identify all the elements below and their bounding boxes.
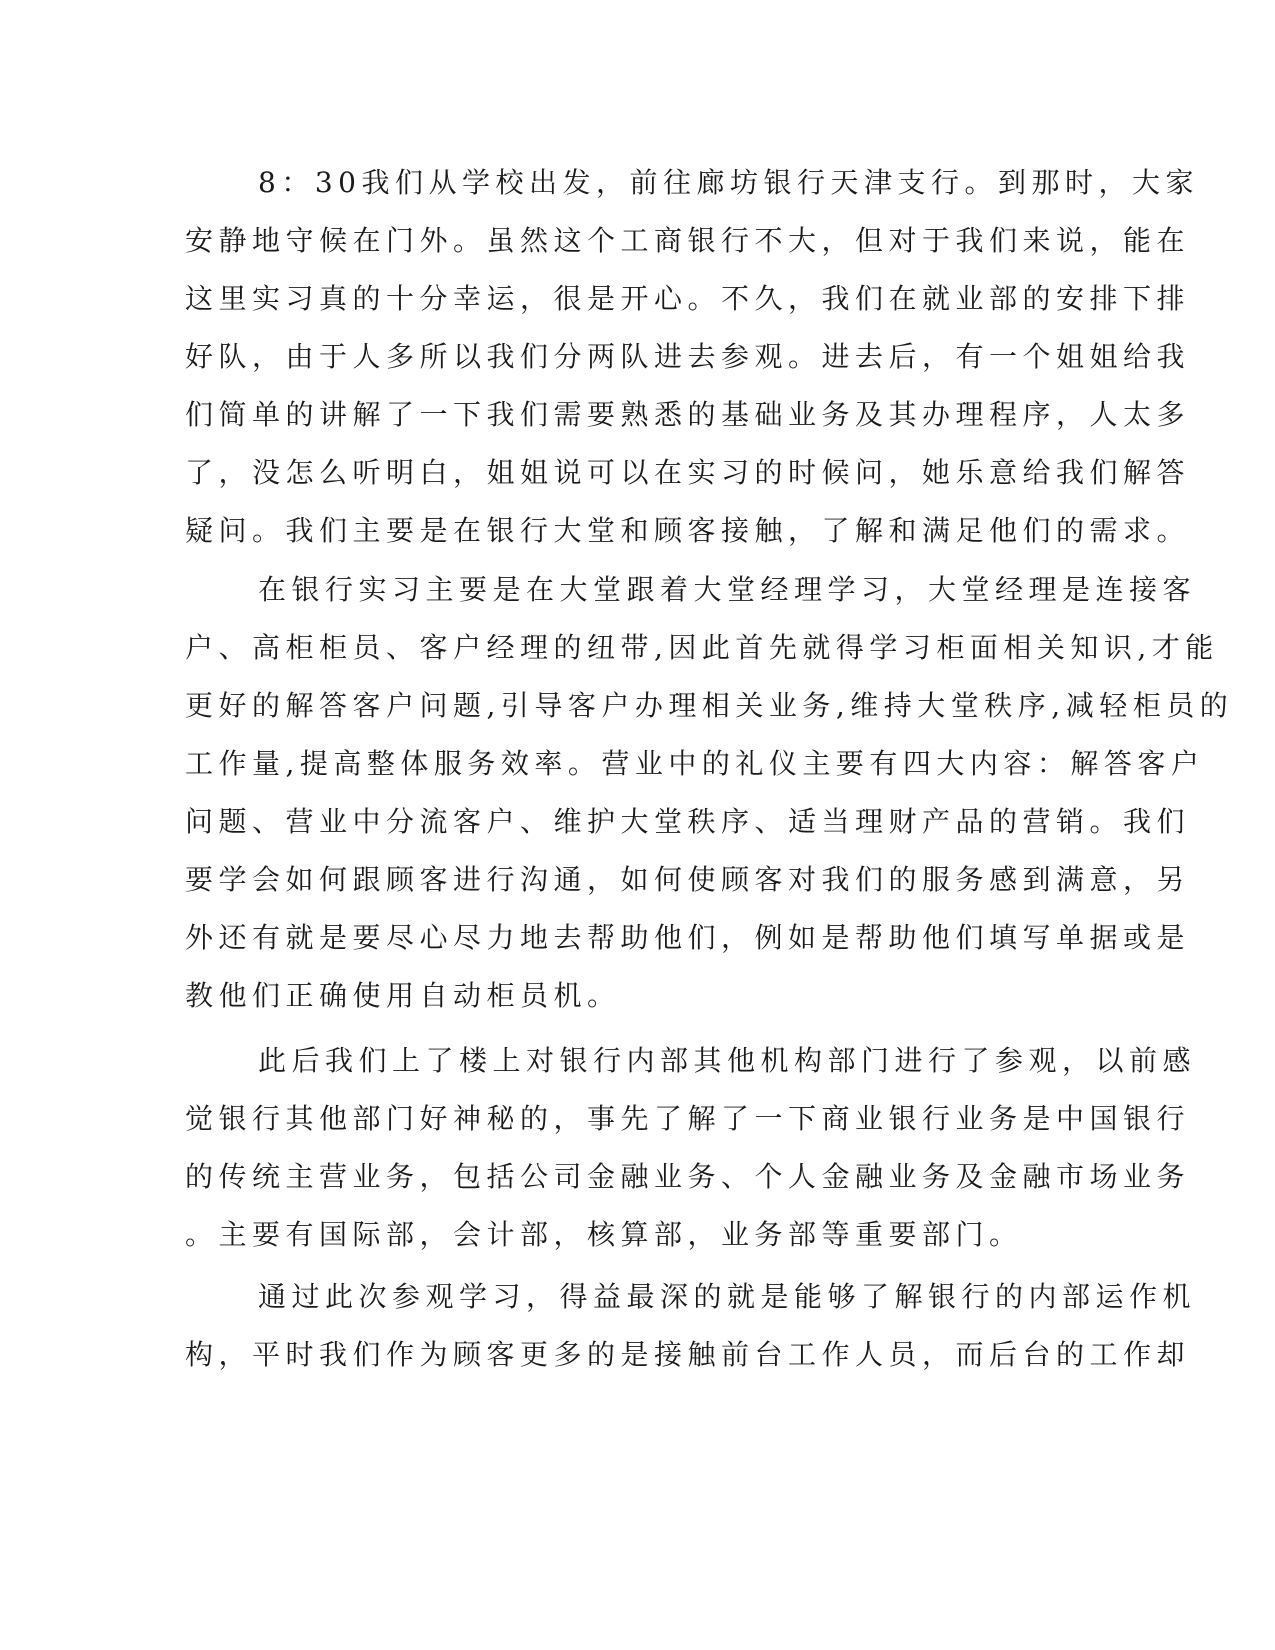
text-line: 安静地守候在门外。虽然这个工商银行不大，但对于我们来说，能在 <box>185 224 1191 257</box>
text-line: 要学会如何跟顾客进行沟通，如何使顾客对我们的服务感到满意，另 <box>185 863 1191 896</box>
text-line: 问题、营业中分流客户、维护大堂秩序、适当理财产品的营销。我们 <box>185 805 1191 838</box>
text-line: 8：30我们从学校出发，前往廊坊银行天津支行。到那时，大家 <box>258 166 1199 199</box>
text-line: 工作量,提高整体服务效率。营业中的礼仪主要有四大内容：解答客户 <box>185 747 1205 780</box>
text-line: 户、高柜柜员、客户经理的纽带,因此首先就得学习柜面相关知识,才能 <box>185 631 1219 664</box>
text-line: 疑问。我们主要是在银行大堂和顾客接触，了解和满足他们的需求。 <box>185 514 1191 547</box>
text-line: 更好的解答客户问题,引导客户办理相关业务,维持大堂秩序,减轻柜员的 <box>185 689 1234 722</box>
text-line: 觉银行其他部门好神秘的，事先了解了一下商业银行业务是中国银行 <box>185 1102 1191 1135</box>
text-line: 外还有就是要尽心尽力地去帮助他们，例如是帮助他们填写单据或是 <box>185 921 1191 954</box>
text-line: 通过此次参观学习，得益最深的就是能够了解银行的内部运作机 <box>258 1280 1197 1313</box>
text-line: 这里实习真的十分幸运，很是开心。不久，我们在就业部的安排下排 <box>185 282 1191 315</box>
text-line: 在银行实习主要是在大堂跟着大堂经理学习，大堂经理是连接客 <box>258 573 1197 606</box>
text-line: 的传统主营业务，包括公司金融业务、个人金融业务及金融市场业务 <box>185 1160 1191 1193</box>
text-line: 教他们正确使用自动柜员机。 <box>185 979 621 1012</box>
text-line: 此后我们上了楼上对银行内部其他机构部门进行了参观，以前感 <box>258 1044 1197 1077</box>
text-line: 们简单的讲解了一下我们需要熟悉的基础业务及其办理程序，人太多 <box>185 398 1191 431</box>
text-line: 了，没怎么听明白，姐姐说可以在实习的时候问，她乐意给我们解答 <box>185 456 1191 489</box>
text-line: 好队，由于人多所以我们分两队进去参观。进去后，有一个姐姐给我 <box>185 340 1191 373</box>
text-line: 构，平时我们作为顾客更多的是接触前台工作人员，而后台的工作却 <box>185 1338 1191 1371</box>
text-line: 。主要有国际部，会计部，核算部，业务部等重要部门。 <box>185 1218 1023 1251</box>
